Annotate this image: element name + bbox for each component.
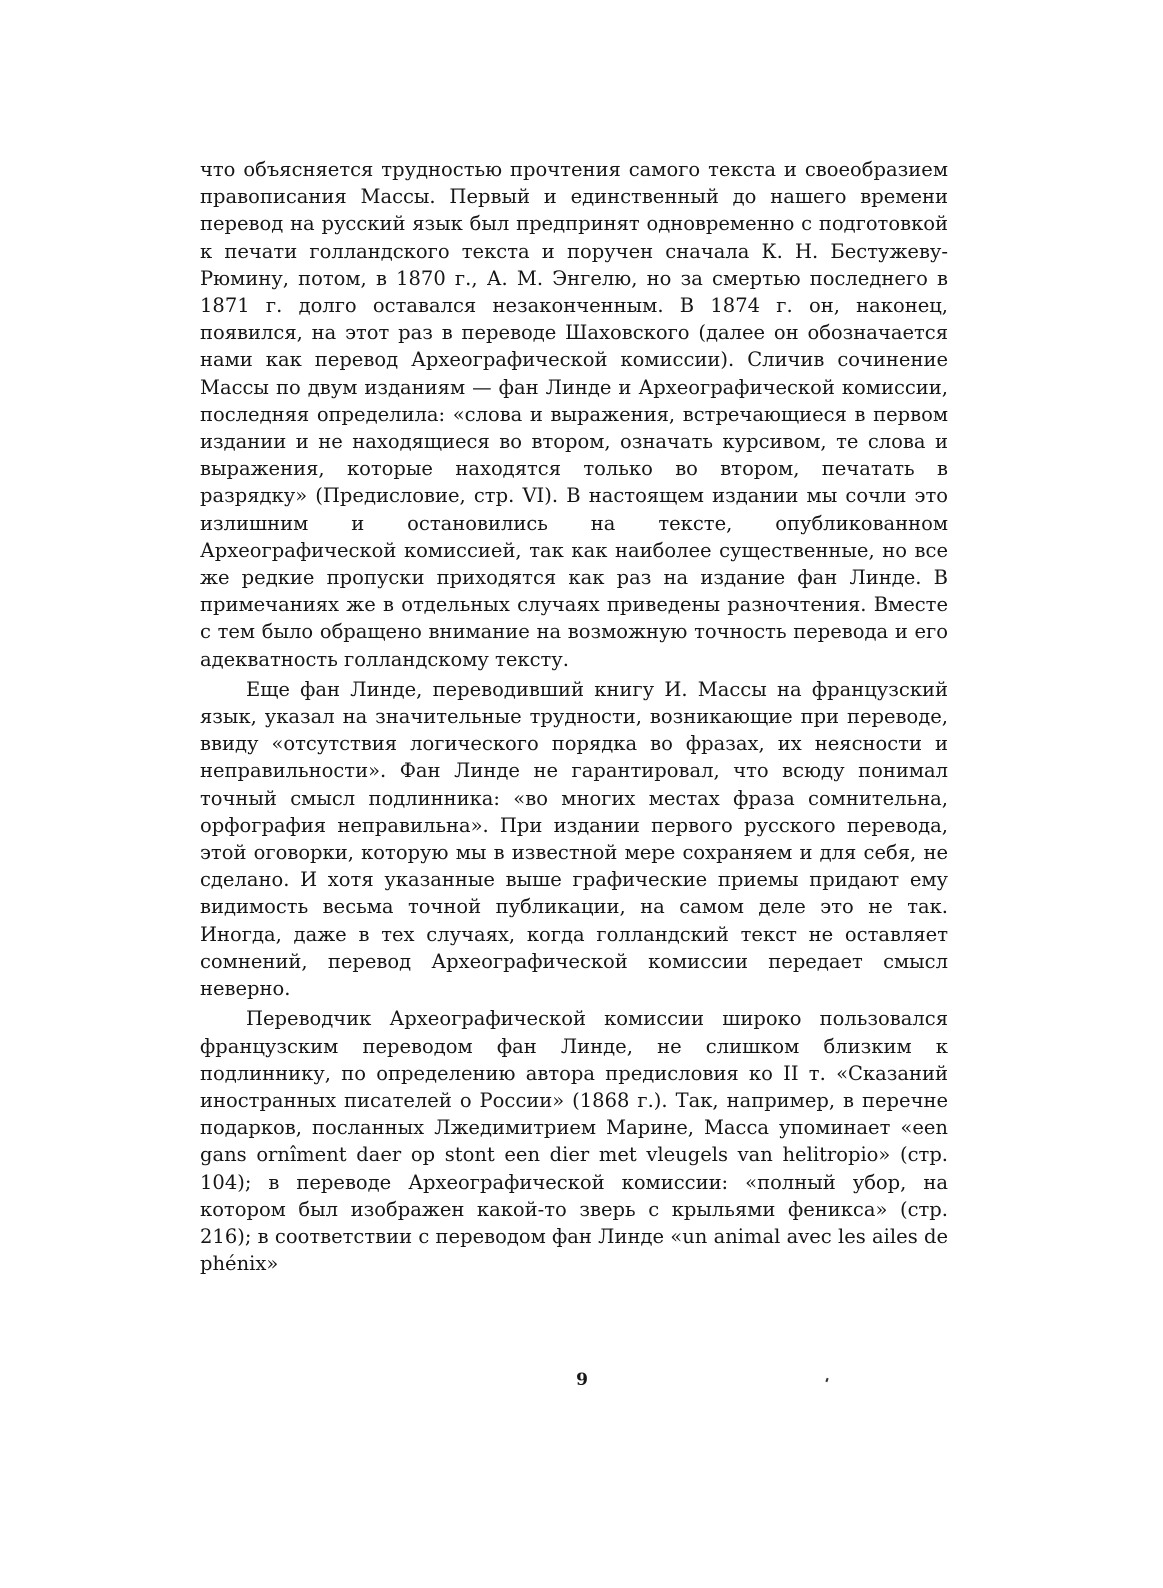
paragraph-3: Переводчик Археографической комиссии широко пользовался французским переводом фан Линде, не слишком близким к подлиннику, по определению автора предисловия ко II т. «Сказаний иностранных писателей о России» (1868 г.). Так, например, в перечне подарков, посланных Лжедимитрием Марине, Масса упоминает «een gans ornîment daer op stont een dier met vleugels van helitropio» (стр. 104); в переводе Археографической комиссии: «полный убор, на котором был изображен какой-то зверь с крыльями феникса» (стр. 216); в соответствии с переводом фан Линде «un animal avec les ailes de phénix» <box>200 1007 948 1276</box>
paragraph-1: что объясняется трудностью прочтения самого текста и своеобразием правописания Массы. Первый и единственный до нашего времени перевод на русский язык был предпринят одновременно с подготовкой к печати голландского текста и поручен сначала К. Н. Бестужеву-Рюмину, потом, в 1870 г., А. М. Энгелю, но за смертью последнего в 1871 г. долго оставался незаконченным. В 1874 г. он, наконец, появился, на этот раз в переводе Шаховского (далее он обозначается нами как перевод Археографической комиссии). Сличив сочинение Массы по двум изданиям — фан Линде и Археографической комиссии, последняя определила: «слова и выражения, встречающиеся в первом издании и не находящиеся во втором, означать курсивом, те слова и выражения, которые находятся только во втором, печатать в разрядку» (Предисловие, стр. VI). В настоящем издании мы сочли это излишним и остановились на тексте, опубликованном Археографической комиссией, так как наиболее существенные, но все же редкие пропуски приходятся как раз на издание фан Линде. В примечаниях же в отдельных случаях приведены разночтения. Вместе с тем было обращено внимание на возможную точность перевода и его адекватность голландскому тексту. <box>200 158 948 671</box>
page-number: 9 <box>576 1370 588 1390</box>
paragraph-2: Еще фан Линде, переводивший книгу И. Массы на французский язык, указал на значительные трудности, возникающие при переводе, ввиду «отсутствия логического порядка во фразах, их неясности и неправильности». Фан Линде не гарантировал, что всюду понимал точный смысл подлинника: «во многих местах фраза сомнительна, орфография неправильна». При издании первого русского перевода, этой оговорки, которую мы в известной мере сохраняем и для себя, не сделано. И хотя указанные выше графические приемы придают ему видимость весьма точной публикации, на самом деле это не так. Иногда, даже в тех случаях, когда голландский текст не оставляет сомнений, перевод Археографической комиссии передает смысл неверно. <box>200 677 948 1001</box>
page-body <box>200 156 948 1277</box>
scan-speck <box>825 1378 828 1382</box>
